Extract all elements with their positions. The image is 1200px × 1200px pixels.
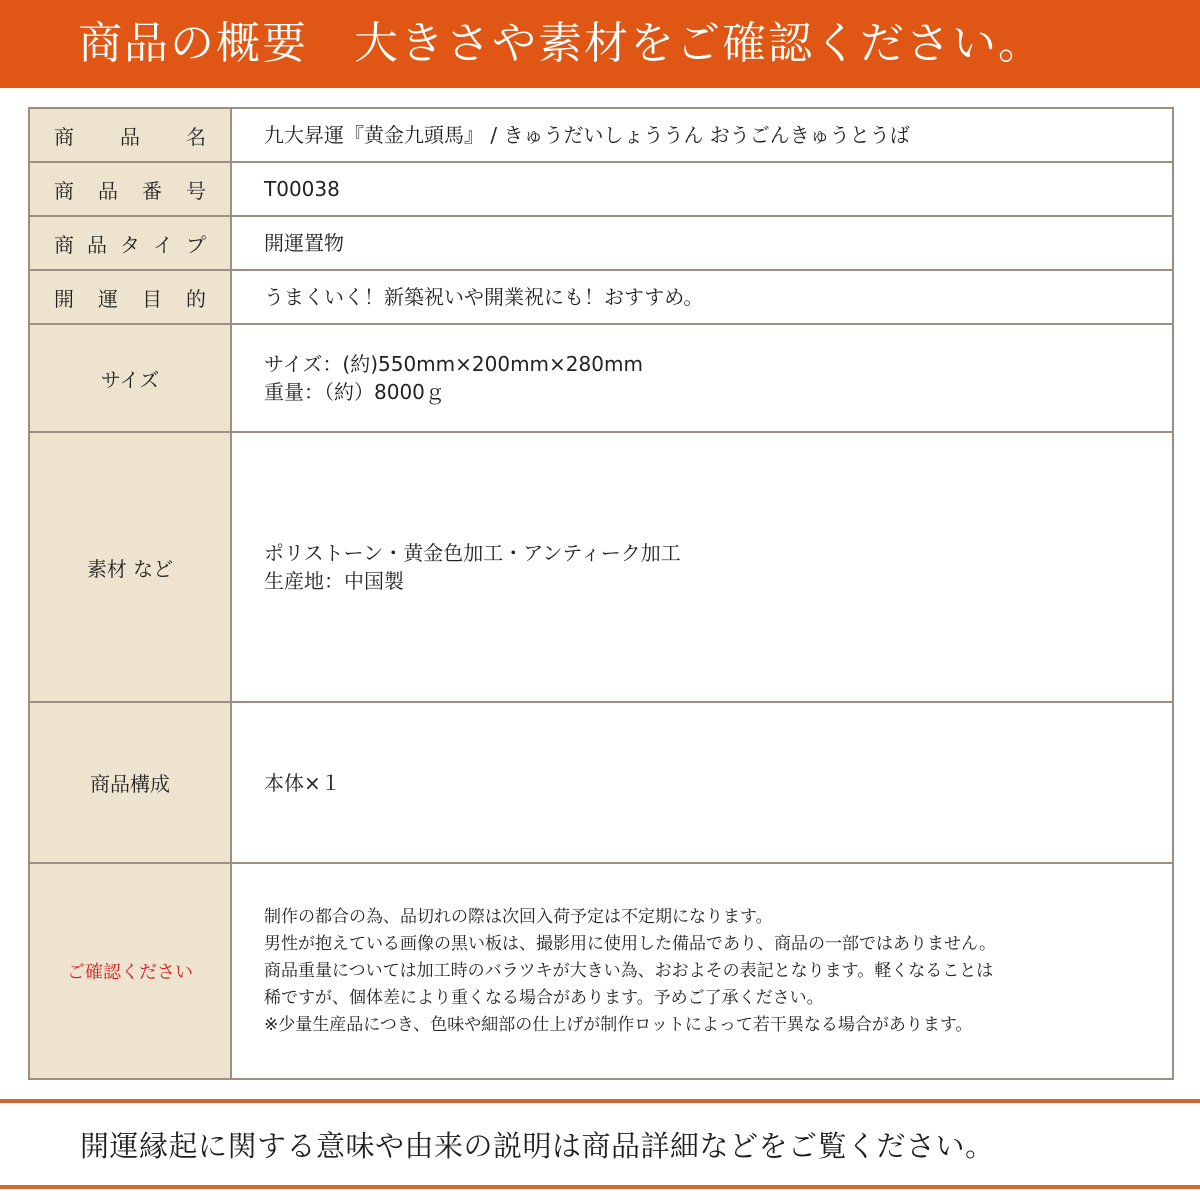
value-contents: 本体×１ bbox=[231, 702, 1173, 863]
value-product-type: 開運置物 bbox=[231, 216, 1173, 270]
value-material bbox=[231, 432, 1173, 702]
footer-divider-top bbox=[0, 1099, 1200, 1103]
label-product-number: 商 品 番 号 bbox=[29, 162, 231, 216]
label-notes: ご確認ください bbox=[29, 863, 231, 1079]
value-product-name: 九大昇運『黄金九頭馬』 / きゅうだいしょううん おうごんきゅうとうば bbox=[231, 108, 1173, 162]
table-row-product-number bbox=[29, 162, 1173, 216]
size-dimensions: サイズ：(約)550mm×200mm×280mm bbox=[264, 352, 643, 376]
material-origin: 生産地：中国製 bbox=[264, 569, 404, 593]
value-size bbox=[231, 324, 1173, 432]
label-material: 素材 など bbox=[29, 432, 231, 702]
footer-divider-bottom bbox=[0, 1185, 1200, 1189]
note-line: 男性が抱えている画像の黒い板は、撮影用に使用した備品であり、商品の一部ではありません。 bbox=[264, 933, 997, 954]
footer-note: 開運縁起に関する意味や由来の説明は商品詳細などをご覧ください。 bbox=[80, 1129, 995, 1163]
table-row-product-type bbox=[29, 216, 1173, 270]
banner-title: 商品の概要 大きさや素材をご確認ください。 bbox=[78, 18, 1044, 69]
table-row-size bbox=[29, 324, 1173, 432]
label-size: サイズ bbox=[29, 324, 231, 432]
label-contents: 商品構成 bbox=[29, 702, 231, 863]
table-row-purpose bbox=[29, 270, 1173, 324]
label-product-name: 商 品 名 bbox=[29, 108, 231, 162]
note-line: ※少量生産品につき、色味や細部の仕上げが制作ロットによって若干異なる場合があります。 bbox=[264, 1014, 973, 1035]
note-line: 稀ですが、個体差により重くなる場合があります。予めご了承ください。 bbox=[264, 987, 824, 1008]
table-row-material bbox=[29, 432, 1173, 702]
note-line: 制作の都合の為、品切れの際は次回入荷予定は不定期になります。 bbox=[264, 906, 773, 927]
value-purpose: うまくいく！新築祝いや開業祝にも！おすすめ。 bbox=[231, 270, 1173, 324]
table-row-product-name bbox=[29, 108, 1173, 162]
table-row-notes bbox=[29, 863, 1173, 1079]
label-product-type: 商 品 タ イ プ bbox=[29, 216, 231, 270]
size-weight: 重量：（約）8000ｇ bbox=[264, 380, 445, 404]
value-notes bbox=[231, 863, 1173, 1079]
product-spec-table bbox=[28, 107, 1174, 1080]
material-composition: ポリストーン・黄金色加工・アンティーク加工 bbox=[264, 541, 681, 565]
value-product-number: T00038 bbox=[231, 162, 1173, 216]
note-line: 商品重量については加工時のバラツキが大きい為、おおよその表記となります。軽くなることは bbox=[264, 960, 994, 981]
label-purpose: 開 運 目 的 bbox=[29, 270, 231, 324]
header-banner bbox=[0, 0, 1200, 88]
table-row-contents bbox=[29, 702, 1173, 863]
